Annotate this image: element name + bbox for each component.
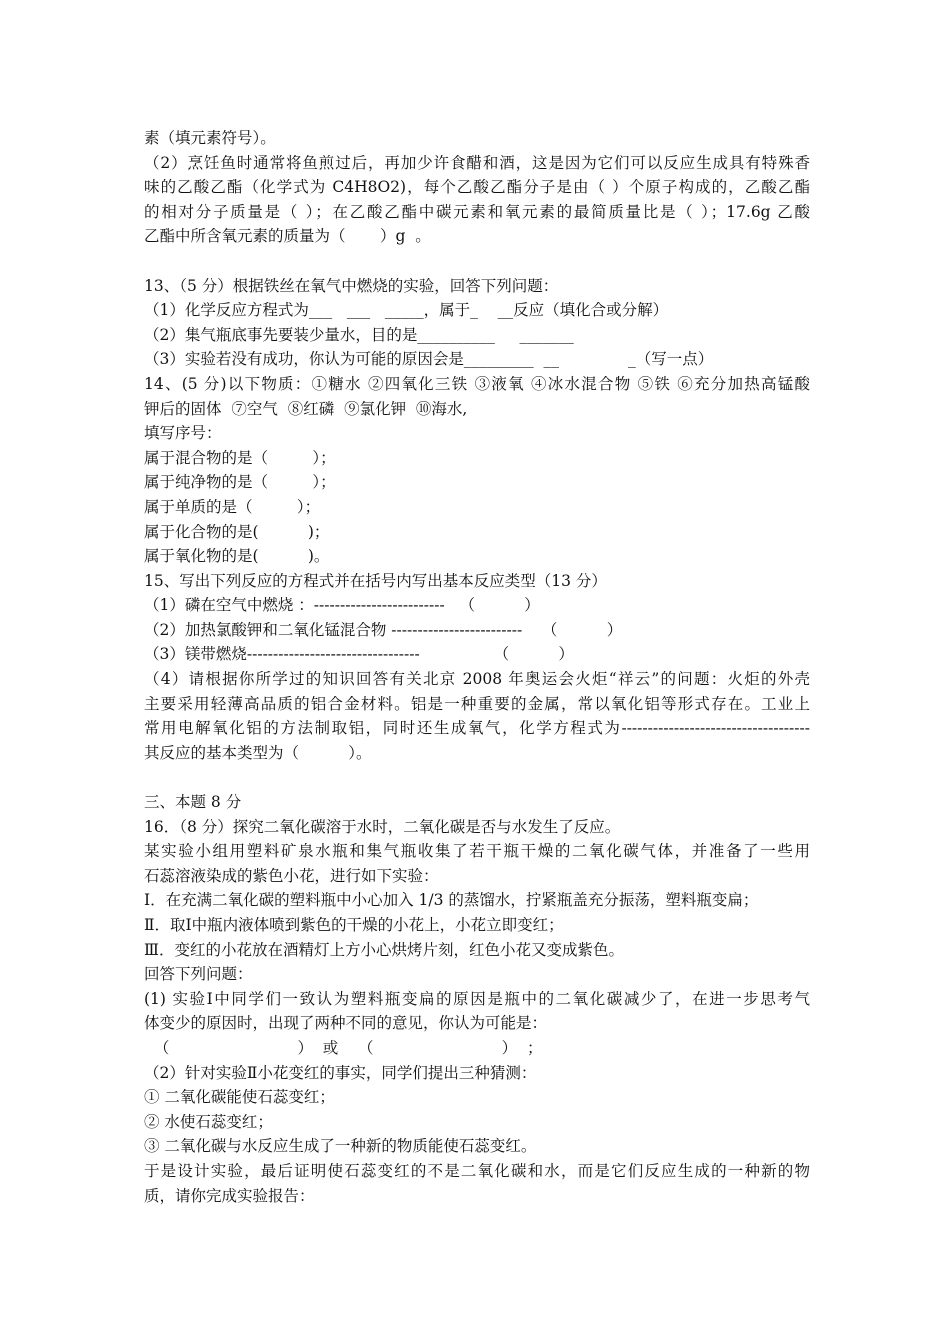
text-line: 乙酯中所含氧元素的质量为（ ）g 。 <box>144 227 431 246</box>
text-line: 某实验小组用塑料矿泉水瓶和集气瓶收集了若干瓶干燥的二氧化碳气体，并准备了一些用 <box>144 842 810 861</box>
text-line: 的相对分子质量是（ ）；在乙酸乙酯中碳元素和氧元素的最简质量比是（ ）；17.6g 乙酸 <box>144 202 810 221</box>
answer-line-element: 属于单质的是（ ）； <box>144 497 321 516</box>
answer-line-compound: 属于化合物的是( )； <box>144 522 330 541</box>
text-line: 素（填元素符号）。 <box>144 129 276 147</box>
question-15-part-1: （1）磷在空气中燃烧 ：------------------------- （ ） <box>144 596 540 615</box>
document-body <box>144 126 810 1208</box>
experiment-step-1: Ⅰ．在充满二氧化碳的塑料瓶中小心加入 1/3 的蒸馏水，拧紧瓶盖充分振荡，塑料瓶变扁； <box>144 891 759 910</box>
section-3-heading: 三、本题 8 分 <box>144 793 242 812</box>
question-15-title: 15、写出下列反应的方程式并在括号内写出基本反应类型（13 分） <box>144 571 607 590</box>
question-16-part-2: （2）针对实验Ⅱ小花变红的事实，同学们提出三种猜测： <box>144 1063 537 1082</box>
question-13-part-3: （3）实验若没有成功，你认为可能的原因会是_________ __ _（写一点） <box>144 350 714 369</box>
answer-line-mixture: 属于混合物的是（ ）； <box>144 448 336 467</box>
text-line: 主要采用轻薄高品质的铝合金材料。铝是一种重要的金属，常以氧化铝等形式存在。工业上 <box>144 694 810 713</box>
text-line: 体变少的原因时，出现了两种不同的意见，你认为可能是： <box>144 1014 548 1033</box>
question-13-title: 13、（5 分）根据铁丝在氧气中燃烧的实验，回答下列问题： <box>144 276 559 295</box>
text-line: 钾后的固体 ⑦空气 ⑧红磷 ⑨氯化钾 ⑩海水, <box>144 399 468 418</box>
question-15-part-3: （3）镁带燃烧--------------------------------- （ ） <box>144 645 574 664</box>
text-line: 常用电解氧化铝的方法制取铝，同时还生成氧气，化学方程式为------------------------------------ <box>144 719 810 738</box>
text-line: 回答下列问题： <box>144 965 253 984</box>
answer-blanks: （ ） 或 （ ） ； <box>144 1038 543 1057</box>
text-line: 质，请你完成实验报告： <box>144 1186 315 1205</box>
text-line: 石蕊溶液染成的紫色小花，进行如下实验： <box>144 866 439 885</box>
text-line: 味的乙酸乙酯（化学式为 C4H8O2)，每个乙酸乙酯分子是由（ ）个原子构成的，乙酸乙酯 <box>144 178 810 197</box>
question-15-part-2: （2）加热氯酸钾和二氧化锰混合物 ------------------------- （ ） <box>144 620 623 639</box>
text-line: 填写序号： <box>144 424 222 443</box>
text-line: （2）烹饪鱼时通常将鱼煎过后，再加少许食醋和酒，这是因为它们可以反应生成具有特殊香 <box>144 153 810 172</box>
blank-line <box>144 765 810 790</box>
experiment-step-2: Ⅱ．取Ⅰ中瓶内液体喷到紫色的干燥的小花上，小花立即变红； <box>144 916 564 934</box>
experiment-step-3: Ⅲ．变红的小花放在酒精灯上方小心烘烤片刻，红色小花又变成紫色。 <box>144 940 624 959</box>
hypothesis-1: ① 二氧化碳能使石蕊变红； <box>144 1088 335 1107</box>
text-line: 于是设计实验，最后证明使石蕊变红的不是二氧化碳和水，而是它们反应生成的一种新的物 <box>144 1161 810 1180</box>
text-line: 其反应的基本类型为（ ）。 <box>144 743 372 762</box>
hypothesis-2: ② 水使石蕊变红； <box>144 1112 273 1131</box>
question-14-title: 14、(5 分)以下物质：①糖水 ②四氧化三铁 ③液氧 ④冰水混合物 ⑤铁 ⑥充分加热高锰酸 <box>144 374 810 393</box>
hypothesis-3: ③ 二氧化碳与水反应生成了一种新的物质能使石蕊变红。 <box>144 1137 537 1156</box>
blank-line <box>144 249 810 274</box>
answer-line-pure: 属于纯净物的是（ ）； <box>144 473 336 492</box>
question-15-part-4: （4）请根据你所学过的知识回答有关北京 2008 年奥运会火炬“祥云”的问题：火炬的外壳 <box>144 670 810 689</box>
question-13-part-2: （2）集气瓶底事先要装少量水，目的是__________ _______ <box>144 325 574 344</box>
question-16-title: 16．（8 分）探究二氧化碳溶于水时，二氧化碳是否与水发生了反应。 <box>144 817 621 836</box>
answer-line-oxide: 属于氧化物的是( )。 <box>144 547 330 566</box>
question-13-part-1: （1）化学反应方程式为___ ___ _____，属于_ __反应（填化合或分解） <box>144 301 669 320</box>
question-16-part-1: (1) 实验Ⅰ中同学们一致认为塑料瓶变扁的原因是瓶中的二氧化碳减少了，在进一步思考气 <box>144 989 810 1008</box>
